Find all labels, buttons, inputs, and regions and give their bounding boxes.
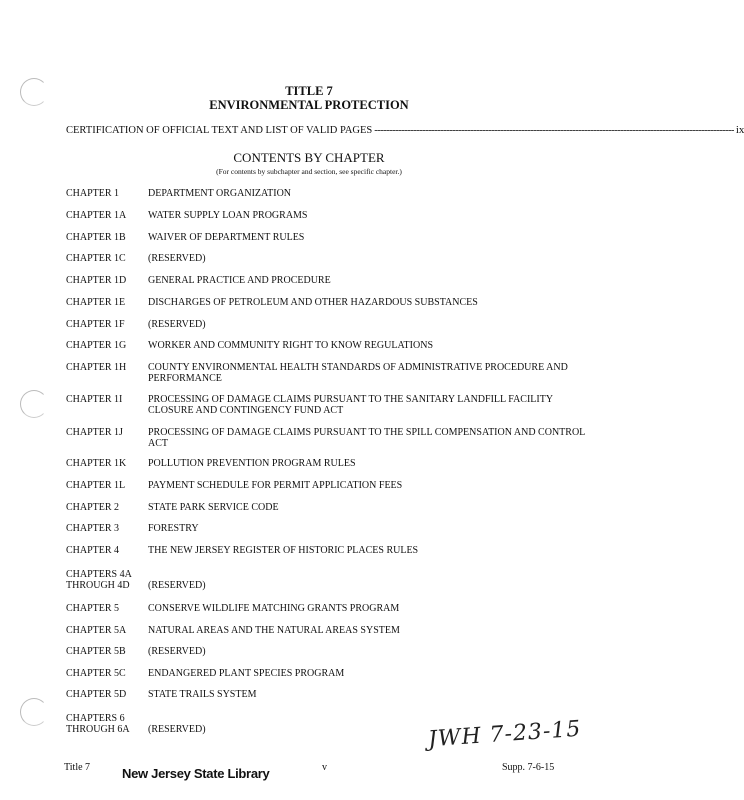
chapter-name: (RESERVED): [148, 646, 206, 657]
chapter-number: CHAPTER 5: [66, 603, 120, 614]
chapter-number: CHAPTER 4: [66, 545, 120, 556]
chapter-name: WORKER AND COMMUNITY RIGHT TO KNOW REGULATIONS: [148, 340, 433, 351]
chapter-number: CHAPTER 1: [66, 188, 120, 199]
chapter-number: CHAPTERS 6 THROUGH 6A: [66, 713, 130, 735]
chapter-name: PAYMENT SCHEDULE FOR PERMIT APPLICATION FEES: [148, 480, 403, 491]
chapter-name: DEPARTMENT ORGANIZATION: [148, 188, 292, 199]
chapter-number: CHAPTER 1D: [66, 275, 127, 286]
chapter-number: CHAPTER 2: [66, 502, 120, 513]
contents-note: (For contents by subchapter and section, see specific chapter.): [216, 167, 402, 176]
certification-label: CERTIFICATION OF OFFICIAL TEXT AND LIST OF VALID PAGES: [66, 125, 373, 136]
certification-page: ix: [735, 124, 744, 136]
chapter-number: CHAPTER 1E: [66, 297, 126, 308]
chapter-number: CHAPTER 1L: [66, 480, 126, 491]
chapter-number: CHAPTER 1A: [66, 210, 127, 221]
handwritten-initials: JWH 7-23-15: [427, 716, 583, 753]
chapter-name: STATE PARK SERVICE CODE: [148, 502, 279, 513]
chapter-number: CHAPTER 1J: [66, 427, 123, 438]
chapter-name: DISCHARGES OF PETROLEUM AND OTHER HAZARDOUS SUBSTANCES: [148, 297, 478, 308]
certification-leader: ------------------------------------------------------------------------------------------------------------------------: [374, 125, 734, 136]
chapter-number: CHAPTERS 4A THROUGH 4D: [66, 569, 132, 591]
title-line-2: ENVIRONMENTAL PROTECTION: [209, 98, 409, 112]
chapter-name: COUNTY ENVIRONMENTAL HEALTH STANDARDS OF ADMINISTRATIVE PROCEDURE AND PERFORMANCE: [148, 362, 568, 384]
chapter-number: CHAPTER 5A: [66, 625, 127, 636]
chapter-number: CHAPTER 1C: [66, 253, 126, 264]
chapter-name: STATE TRAILS SYSTEM: [148, 689, 257, 700]
chapter-number: CHAPTER 1F: [66, 319, 125, 330]
punch-hole-bottom: [20, 698, 48, 726]
chapter-name: THE NEW JERSEY REGISTER OF HISTORIC PLACES RULES: [148, 545, 419, 556]
certification-entry[interactable]: [66, 124, 744, 136]
chapter-name: GENERAL PRACTICE AND PROCEDURE: [148, 275, 331, 286]
chapter-name: ENDANGERED PLANT SPECIES PROGRAM: [148, 668, 345, 679]
chapter-name: WAIVER OF DEPARTMENT RULES: [148, 232, 305, 243]
chapter-name: WATER SUPPLY LOAN PROGRAMS: [148, 210, 308, 221]
chapter-number: CHAPTER 1H: [66, 362, 127, 373]
chapter-number: CHAPTER 1B: [66, 232, 126, 243]
chapter-name: PROCESSING OF DAMAGE CLAIMS PURSUANT TO THE SANITARY LANDFILL FACILITY CLOSURE AND CONTINGENCY FUND ACT: [148, 394, 553, 416]
chapter-name: NATURAL AREAS AND THE NATURAL AREAS SYSTEM: [148, 625, 400, 636]
chapter-name: PROCESSING OF DAMAGE CLAIMS PURSUANT TO THE SPILL COMPENSATION AND CONTROL ACT: [148, 427, 585, 449]
chapter-number: CHAPTER 5B: [66, 646, 126, 657]
footer-supplement: Supp. 7-6-15: [502, 762, 555, 773]
chapter-number: CHAPTER 1K: [66, 458, 127, 469]
chapter-name: (RESERVED): [148, 724, 206, 735]
chapter-number: CHAPTER 1I: [66, 394, 123, 405]
chapter-name: (RESERVED): [148, 580, 206, 591]
chapter-number: CHAPTER 5D: [66, 689, 127, 700]
chapter-name: POLLUTION PREVENTION PROGRAM RULES: [148, 458, 356, 469]
contents-heading: CONTENTS BY CHAPTER: [233, 150, 385, 165]
chapter-number: CHAPTER 3: [66, 523, 120, 534]
chapter-number: CHAPTER 1G: [66, 340, 127, 351]
chapter-name: FORESTRY: [148, 523, 199, 534]
footer-page-number: v: [322, 762, 327, 773]
title-line-1: TITLE 7: [285, 84, 333, 98]
chapter-name: CONSERVE WILDLIFE MATCHING GRANTS PROGRAM: [148, 603, 400, 614]
chapter-name: (RESERVED): [148, 253, 206, 264]
chapter-name: (RESERVED): [148, 319, 206, 330]
punch-hole-middle: [20, 390, 48, 418]
library-stamp: New Jersey State Library: [122, 766, 270, 781]
chapter-number: CHAPTER 5C: [66, 668, 126, 679]
footer-title: Title 7: [64, 762, 91, 773]
